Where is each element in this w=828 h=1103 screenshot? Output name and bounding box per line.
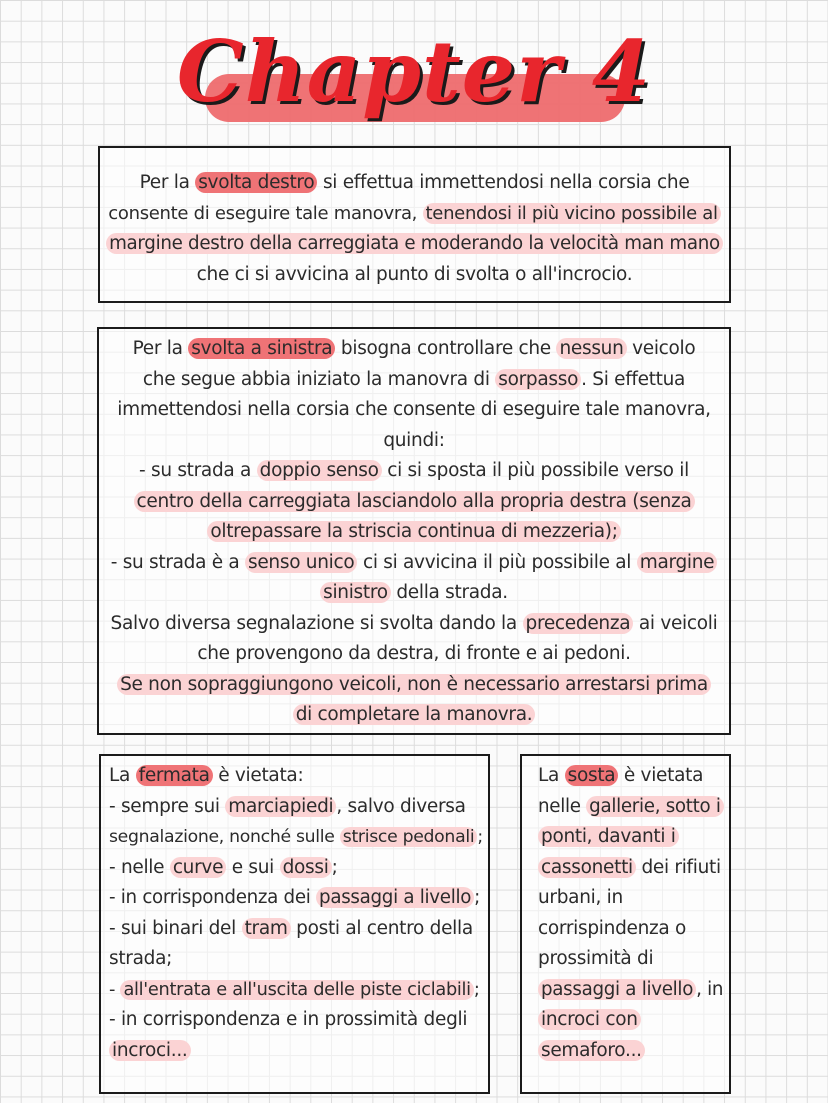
highlighted-phrase: margine bbox=[637, 552, 718, 573]
text-line bbox=[538, 1036, 725, 1067]
text: è vietata: bbox=[212, 765, 304, 786]
highlighted-term: svolta destro bbox=[195, 172, 317, 193]
text: - su strada a bbox=[139, 460, 257, 481]
text: , salvo diversa bbox=[336, 795, 466, 817]
text: nelle bbox=[538, 795, 587, 817]
text: quindi: bbox=[383, 429, 445, 451]
highlighted-term: fermata bbox=[136, 765, 213, 786]
text-line bbox=[109, 1005, 484, 1036]
text: corrispindenza o bbox=[538, 917, 687, 939]
highlighted-phrase: all'entrata e all'uscita delle piste ciclabili bbox=[120, 980, 473, 1000]
highlighted-phrase: curve bbox=[170, 857, 226, 878]
text: - sempre sui bbox=[109, 795, 226, 817]
text-line bbox=[109, 853, 484, 884]
left-turn-box bbox=[97, 327, 731, 735]
text-line bbox=[105, 487, 723, 518]
text: e sui bbox=[226, 856, 280, 878]
text-line bbox=[538, 975, 725, 1006]
text: , in bbox=[696, 978, 724, 1000]
highlighted-phrase: di completare la manovra. bbox=[293, 704, 536, 725]
parking-prohibited-box bbox=[520, 754, 731, 1094]
text: posti al centro della bbox=[290, 917, 473, 939]
text-line bbox=[105, 639, 723, 670]
text-line bbox=[105, 670, 723, 701]
text-line bbox=[106, 168, 723, 199]
text-line bbox=[106, 199, 723, 230]
text: - in corrispondenza dei bbox=[109, 887, 317, 908]
text-line bbox=[109, 975, 484, 1006]
text: ai veicoli bbox=[633, 612, 718, 634]
stopping-prohibited-box bbox=[99, 754, 490, 1094]
text: - su strada è a bbox=[110, 551, 246, 573]
text-line bbox=[106, 260, 723, 291]
text-line bbox=[109, 944, 484, 975]
text-line bbox=[105, 700, 723, 731]
text: che ci si avvicina al punto di svolta o all'incrocio. bbox=[196, 263, 633, 285]
text: dei rifiuti bbox=[635, 856, 721, 878]
text-line bbox=[538, 792, 725, 823]
highlighted-phrase: margine destro della carreggiata e moderando la velocità man mano bbox=[106, 233, 723, 254]
text: segnalazione, nonché sulle bbox=[109, 827, 340, 847]
highlighted-phrase: tram bbox=[242, 918, 291, 939]
highlighted-phrase: incroci... bbox=[109, 1040, 191, 1061]
text: Per la bbox=[132, 338, 189, 359]
text-line bbox=[538, 944, 725, 975]
text: ; bbox=[473, 979, 480, 1000]
text-line bbox=[105, 517, 723, 548]
highlighted-phrase: sorpasso bbox=[495, 369, 581, 390]
text-line bbox=[109, 822, 484, 853]
highlighted-phrase: oltrepassare la striscia continua di mezzeria); bbox=[207, 521, 620, 542]
highlighted-phrase: tenendosi il più vicino possibile al bbox=[423, 203, 721, 224]
text: strada; bbox=[109, 948, 173, 969]
highlighted-term: svolta a sinistra bbox=[188, 338, 335, 359]
text-line bbox=[105, 334, 723, 365]
highlighted-phrase: precedenza bbox=[523, 613, 634, 634]
text-line bbox=[109, 761, 484, 792]
text: Per la bbox=[139, 172, 196, 193]
highlighted-phrase: marciapiedi bbox=[225, 796, 336, 817]
text-line bbox=[538, 914, 725, 945]
text-line bbox=[538, 883, 725, 914]
highlighted-phrase: centro della carreggiata lasciandolo alla propria destra (senza bbox=[134, 491, 695, 512]
text-line bbox=[538, 822, 725, 853]
text: Salvo diversa segnalazione si svolta dando la bbox=[110, 612, 523, 634]
text-line bbox=[109, 883, 484, 914]
highlighted-phrase: sinistro bbox=[320, 582, 391, 603]
text-line bbox=[109, 914, 484, 945]
text: prossimità di bbox=[538, 948, 654, 969]
text-line bbox=[109, 1036, 484, 1067]
text: che segue abbia iniziato la manovra di bbox=[142, 368, 496, 390]
text: - nelle bbox=[109, 856, 170, 878]
text: ; bbox=[474, 887, 480, 908]
text-line bbox=[106, 229, 723, 260]
highlighted-phrase: doppio senso bbox=[257, 460, 382, 481]
text-line bbox=[538, 853, 725, 884]
text-line bbox=[105, 578, 723, 609]
text: si effettua immettendosi nella corsia che bbox=[317, 172, 690, 193]
text: ; bbox=[331, 856, 338, 878]
text: - sui binari del bbox=[109, 917, 242, 939]
text-line bbox=[538, 1005, 725, 1036]
text-line bbox=[105, 395, 723, 426]
text: - bbox=[109, 979, 121, 1000]
text: ; bbox=[477, 827, 483, 847]
text: consente di eseguire tale manovra, bbox=[108, 202, 423, 224]
text-line bbox=[105, 548, 723, 579]
highlighted-phrase: semaforo... bbox=[538, 1040, 645, 1061]
right-turn-box bbox=[98, 146, 731, 303]
text: che provengono da destra, di fronte e ai pedoni. bbox=[197, 643, 631, 664]
highlighted-phrase: dossi bbox=[280, 857, 332, 878]
text-line bbox=[105, 456, 723, 487]
text: immettendosi nella corsia che consente di eseguire tale manovra, bbox=[117, 399, 711, 420]
text: della strada. bbox=[390, 582, 508, 603]
text-line bbox=[105, 426, 723, 457]
page-title: Chapter 4 bbox=[176, 22, 652, 121]
text: ci si sposta il più possibile verso il bbox=[381, 460, 689, 481]
text-line bbox=[105, 609, 723, 640]
chapter-header bbox=[0, 8, 828, 138]
highlighted-phrase: passaggi a livello bbox=[538, 979, 696, 1000]
highlighted-phrase: incroci con bbox=[538, 1009, 641, 1030]
text: bisogna controllare che bbox=[335, 338, 557, 359]
text: - in corrispondenza e in prossimità degli bbox=[109, 1009, 468, 1030]
text: è vietata bbox=[618, 765, 704, 786]
text-line bbox=[538, 761, 725, 792]
text: La bbox=[109, 765, 136, 786]
highlighted-phrase: cassonetti bbox=[538, 857, 636, 878]
highlighted-phrase: ponti, davanti i bbox=[538, 826, 679, 847]
highlighted-term: sosta bbox=[565, 765, 619, 786]
highlighted-phrase: nessun bbox=[556, 338, 626, 359]
text: ci si avvicina il più possibile al bbox=[357, 551, 637, 573]
highlighted-phrase: strisce pedonali bbox=[340, 827, 478, 847]
highlighted-phrase: passaggi a livello bbox=[316, 887, 474, 908]
text-line bbox=[109, 792, 484, 823]
text: urbani, in bbox=[538, 887, 623, 908]
text: veicolo bbox=[626, 338, 696, 359]
text-line bbox=[105, 365, 723, 396]
text: . Si effettua bbox=[581, 368, 686, 390]
highlighted-phrase: senso unico bbox=[245, 552, 357, 573]
highlighted-phrase: gallerie, sotto i bbox=[586, 796, 723, 817]
highlighted-phrase: Se non sopraggiungono veicoli, non è necessario arrestarsi prima bbox=[117, 674, 711, 695]
text: La bbox=[538, 765, 565, 786]
